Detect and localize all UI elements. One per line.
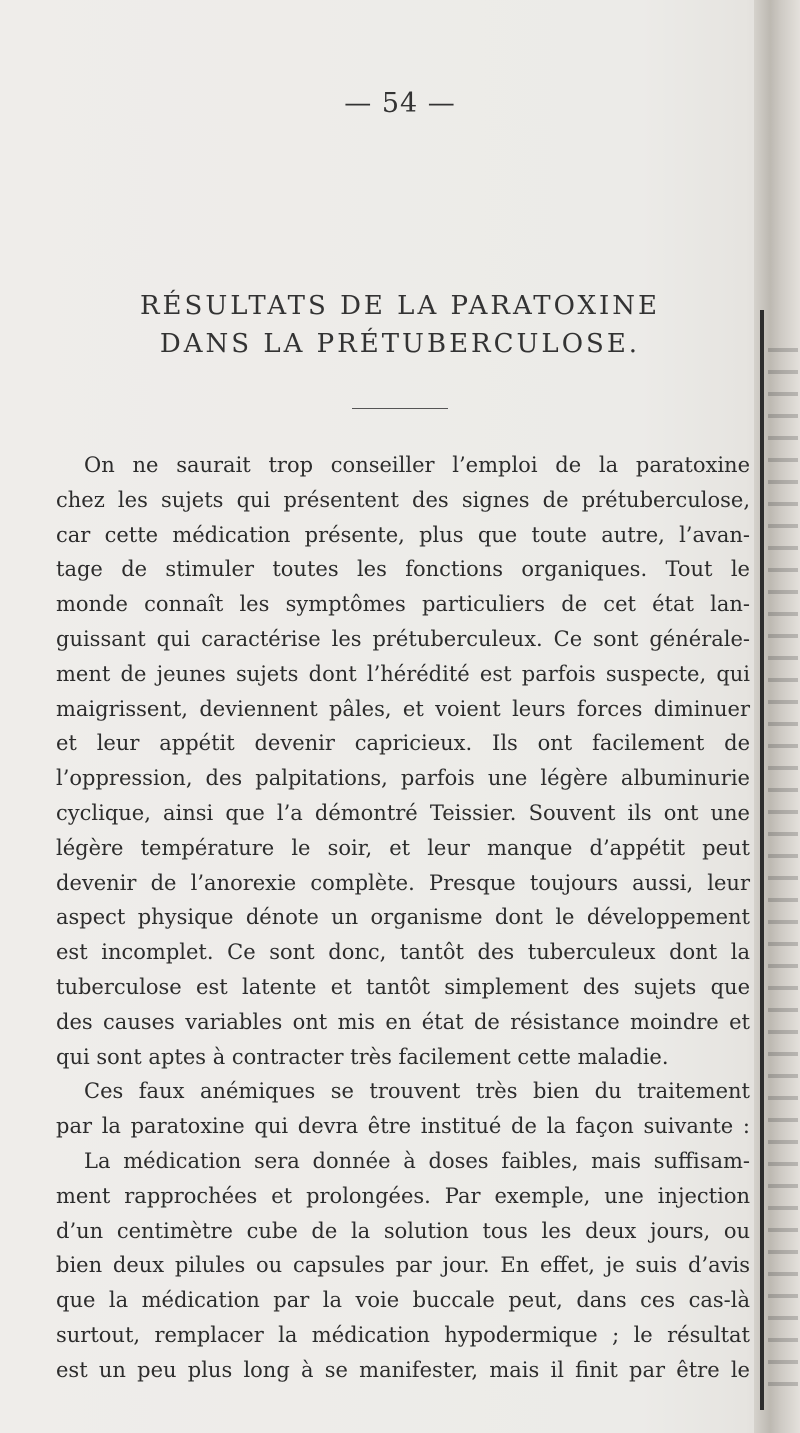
heading-rule xyxy=(352,408,448,409)
heading-line-1: RÉSULTATS DE LA PARATOXINE xyxy=(139,291,661,321)
text-line: surtout, remplacer la médication hypodermique ; le résultat xyxy=(56,1322,750,1347)
text-line: ment rapprochées et prolongées. Par exemple, une injection xyxy=(56,1183,750,1208)
text-line: aspect physique dénote un organisme dont le développement xyxy=(56,905,750,930)
facing-page-edge xyxy=(760,310,764,1410)
facing-page-text-fragments xyxy=(768,330,798,1390)
text-line: On ne saurait trop conseiller l’emploi de la paratoxine xyxy=(84,453,750,477)
text-line: cyclique, ainsi que l’a démontré Teissier. Souvent ils ont une xyxy=(56,800,750,825)
text-line: est incomplet. Ce sont donc, tantôt des tuberculeux dont la xyxy=(56,940,750,965)
page-number: — 54 — xyxy=(344,88,456,119)
text-line: des causes variables ont mis en état de résistance moindre et xyxy=(56,1009,750,1034)
text-line: que la médication par la voie buccale peut, dans ces cas-là xyxy=(56,1288,750,1313)
chapter-heading xyxy=(0,288,800,363)
text-line: Ces faux anémiques se trouvent très bien du traitement xyxy=(84,1079,750,1104)
text-line: est un peu plus long à se manifester, mais il finit par être le xyxy=(56,1357,750,1382)
text-line: monde connaît les symptômes particuliers de cet état lan- xyxy=(56,592,750,617)
text-line: ment de jeunes sujets dont l’hérédité est parfois suspecte, qui xyxy=(56,661,750,686)
heading-line-2: DANS LA PRÉTUBERCULOSE. xyxy=(159,328,641,359)
text-line: et leur appétit devenir capricieux. Ils ont facilement de xyxy=(56,731,750,756)
text-line: tage de stimuler toutes les fonctions organiques. Tout le xyxy=(56,557,750,582)
body-text xyxy=(56,448,750,1388)
text-line: d’un centimètre cube de la solution tous les deux jours, ou xyxy=(56,1218,750,1243)
text-line: La médication sera donnée à doses faibles, mais suffisam- xyxy=(84,1148,750,1173)
text-line: par la paratoxine qui devra être institué de la façon suivante : xyxy=(56,1114,750,1139)
text-line: car cette médication présente, plus que toute autre, l’avan- xyxy=(56,522,750,547)
text-line: devenir de l’anorexie complète. Presque toujours aussi, leur xyxy=(56,870,750,895)
text-line: guissant qui caractérise les prétuberculeux. Ce sont générale- xyxy=(56,626,750,651)
text-line: maigrissent, deviennent pâles, et voient leurs forces diminuer xyxy=(56,696,750,721)
text-line: légère température le soir, et leur manque d’appétit peut xyxy=(56,835,750,860)
text-line: tuberculose est latente et tantôt simplement des sujets que xyxy=(56,974,750,999)
text-line: l’oppression, des palpitations, parfois une légère albuminurie xyxy=(56,766,750,791)
text-line: chez les sujets qui présentent des signes de prétuberculose, xyxy=(56,487,750,512)
text-line: bien deux pilules ou capsules par jour. En effet, je suis d’avis xyxy=(56,1253,750,1278)
text-line: qui sont aptes à contracter très facilement cette maladie. xyxy=(56,1044,669,1069)
